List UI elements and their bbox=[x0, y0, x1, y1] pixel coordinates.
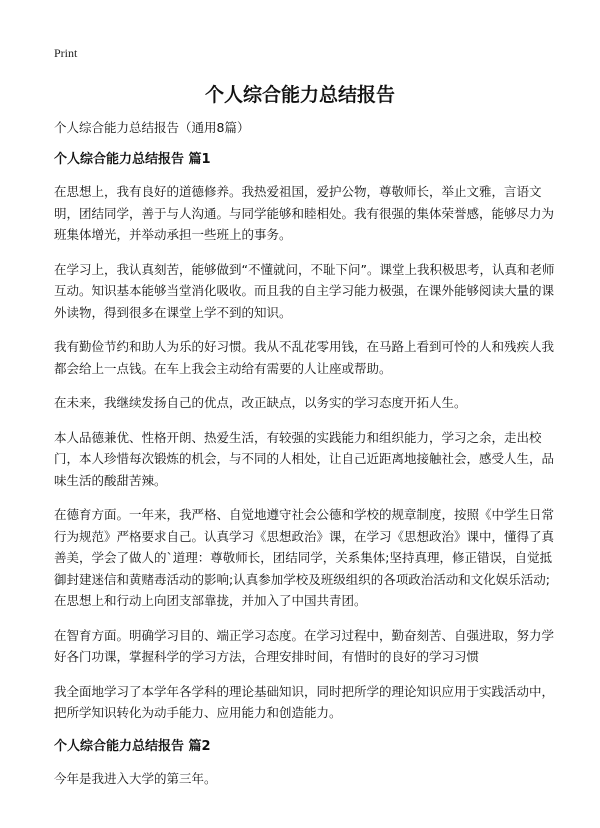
paragraph: 本人品德兼优、性格开朗、热爱生活，有较强的实践能力和组织能力，学习之余，走出校门，本人珍惜每次锻炼的机会，与不同的人相处，让自己近距离地接触社会，感受人生，品味生活的酸甜苦辣。 bbox=[54, 429, 555, 488]
section-1 bbox=[54, 150, 560, 724]
page-title: 个人综合能力总结报告 bbox=[204, 84, 395, 106]
section-heading: 个人综合能力总结报告 篇2 bbox=[54, 738, 211, 754]
document-subtitle: 个人综合能力总结报告（通用8篇） bbox=[54, 120, 250, 135]
paragraph: 在德育方面。一年来，我严格、自觉地遵守社会公德和学校的规章制度，按照《中学生日常行为规范》严格要求自己。认真学习《思想政治》课，在学习《思想政治》课中，懂得了真善美，学会了做人的`道理：尊敬师长，团结同学，关系集体;坚持真理，修正错误，自觉抵御封建迷信和黄赌毒活动的影响;认真参加学校及班级组织的各项政治活动和文化娱乐活动;在思想上和行动上向团支部靠拢，并加入了中国共青团。 bbox=[54, 507, 555, 608]
section-2 bbox=[54, 737, 560, 790]
paragraph: 今年是我进入大学的第三年。 bbox=[54, 770, 217, 786]
section-heading: 个人综合能力总结报告 篇1 bbox=[54, 152, 211, 167]
paragraph: 在智育方面。明确学习目的、端正学习态度。在学习过程中，勤奋刻苦、自强进取，努力学好各门功课，掌握科学的学习方法，合理安排时间，有惜时的良好的学习习惯 bbox=[54, 627, 555, 664]
print-label: Print bbox=[54, 46, 78, 60]
paragraph: 在未来，我继续发扬自己的优点，改正缺点，以务实的学习态度开拓人生。 bbox=[54, 395, 467, 410]
paragraph: 在学习上，我认真刻苦，能够做到“不懂就问，不耻下问”。课堂上我积极思考，认真和老师互动。知识基本能够当堂消化吸收。而且我的自主学习能力极强，在课外能够阅读大量的课外读物，得到很多在课堂上学不到的知识。 bbox=[54, 261, 555, 320]
paragraph: 我有勤俭节约和助人为乐的好习惯。我从不乱花零用钱，在马路上看到可怜的人和残疾人我都会给上一点钱。在车上我会主动给有需要的人让座或帮助。 bbox=[54, 339, 555, 376]
paragraph: 我全面地学习了本学年各学科的理论基础知识，同时把所学的理论知识应用于实践活动中，把所学知识转化为动手能力、应用能力和创造能力。 bbox=[54, 683, 555, 720]
paragraph: 在思想上，我有良好的道德修养。我热爱祖国，爱护公物，尊敬师长，举止文雅，言语文明，团结同学，善于与人沟通。与同学能够和睦相处。我有很强的集体荣誉感，能够尽力为班集体增光，并举动承担一些班上的事务。 bbox=[54, 184, 555, 242]
document-body bbox=[54, 118, 560, 802]
